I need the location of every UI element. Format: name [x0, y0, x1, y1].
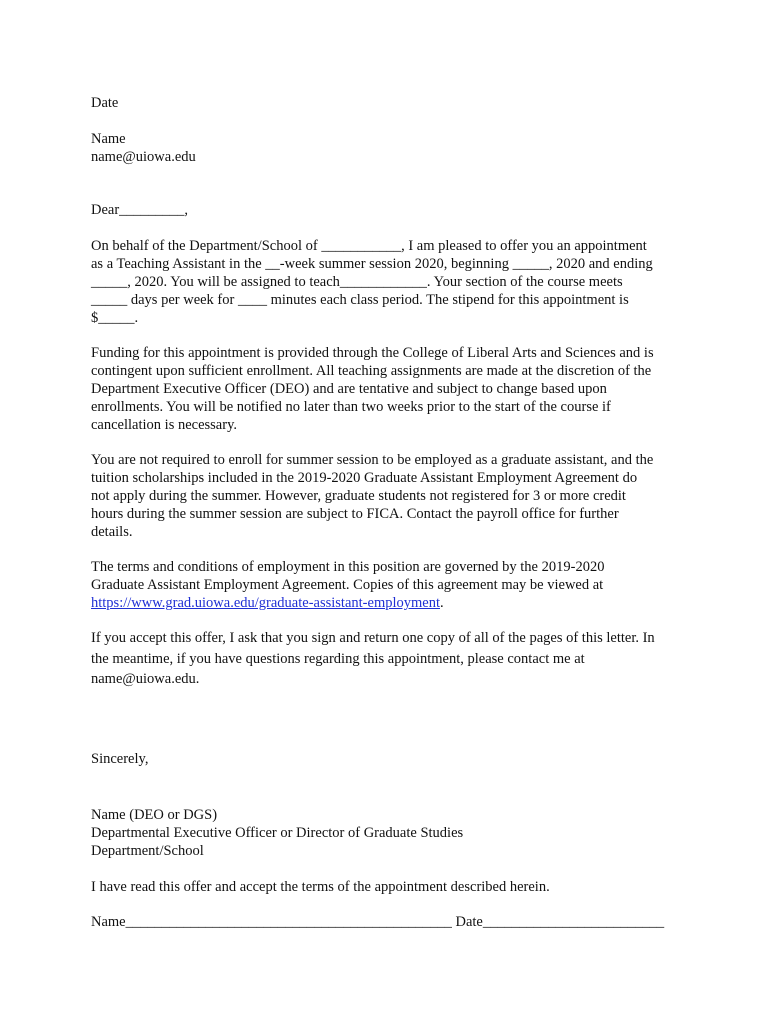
signer-dept: Department/School [91, 843, 204, 859]
signer-block [91, 806, 691, 860]
paragraph-offer [91, 237, 691, 327]
paragraph-line: cancellation is necessary. [91, 417, 238, 433]
date-line: Date [91, 95, 119, 111]
paragraph-line: the meantime, if you have questions regarding this appointment, please contact me at [91, 650, 585, 667]
paragraph-funding [91, 344, 691, 434]
signer-name: Name (DEO or DGS) [91, 807, 218, 823]
paragraph-line: name@uiowa.edu. [91, 671, 200, 687]
acceptance-statement: I have read this offer and accept the terms of the appointment described herein. [91, 879, 550, 895]
paragraph-line: tuition scholarships included in the 2019-2020 Graduate Assistant Employment Agreement do [91, 470, 638, 486]
paragraph-line [91, 594, 691, 612]
salutation: Dear_________, [91, 202, 189, 218]
agreement-link[interactable]: https://www.grad.uiowa.edu/graduate-assistant-employment [91, 595, 440, 611]
paragraph-line: The terms and conditions of employment in this position are governed by the 2019-2020 [91, 559, 605, 575]
paragraph-line: On behalf of the Department/School of ___________, I am pleased to offer you an appointment [91, 238, 647, 254]
paragraph-line: You are not required to enroll for summer session to be employed as a graduate assistant, and the [91, 452, 654, 468]
paragraph-line: Department Executive Officer (DEO) and are tentative and subject to change based upon [91, 381, 607, 397]
paragraph-enrollment [91, 451, 691, 541]
paragraph-accept [91, 628, 691, 690]
closing: Sincerely, [91, 751, 149, 767]
signature-line: Name_____________________________________________ Date_________________________ [91, 914, 665, 930]
paragraph-line: Graduate Assistant Employment Agreement. Copies of this agreement may be viewed at [91, 577, 604, 593]
paragraph-line: If you accept this offer, I ask that you sign and return one copy of all of the pages of this letter. In [91, 630, 655, 646]
signer-title: Departmental Executive Officer or Director of Graduate Studies [91, 825, 464, 841]
paragraph-line: contingent upon sufficient enrollment. All teaching assignments are made at the discretion of the [91, 363, 652, 379]
paragraph-line: as a Teaching Assistant in the __-week summer session 2020, beginning _____, 2020 and ending [91, 256, 653, 272]
recipient-email: name@uiowa.edu [91, 149, 196, 165]
paragraph-line: _____, 2020. You will be assigned to teach____________. Your section of the course meets [91, 274, 623, 290]
paragraph-terms [91, 558, 691, 612]
paragraph-line: enrollments. You will be notified no later than two weeks prior to the start of the course if [91, 399, 611, 415]
recipient-block [91, 130, 691, 166]
recipient-name: Name [91, 131, 126, 147]
paragraph-line: _____ days per week for ____ minutes each class period. The stipend for this appointment is [91, 292, 629, 308]
paragraph-line: hours during the summer session are subject to FICA. Contact the payroll office for further [91, 506, 619, 522]
paragraph-line: Funding for this appointment is provided through the College of Liberal Arts and Sciences and is [91, 345, 654, 361]
paragraph-line: not apply during the summer. However, graduate students not registered for 3 or more credit [91, 488, 626, 504]
paragraph-line: $_____. [91, 310, 139, 326]
paragraph-line: details. [91, 524, 133, 540]
link-period: . [440, 595, 444, 611]
